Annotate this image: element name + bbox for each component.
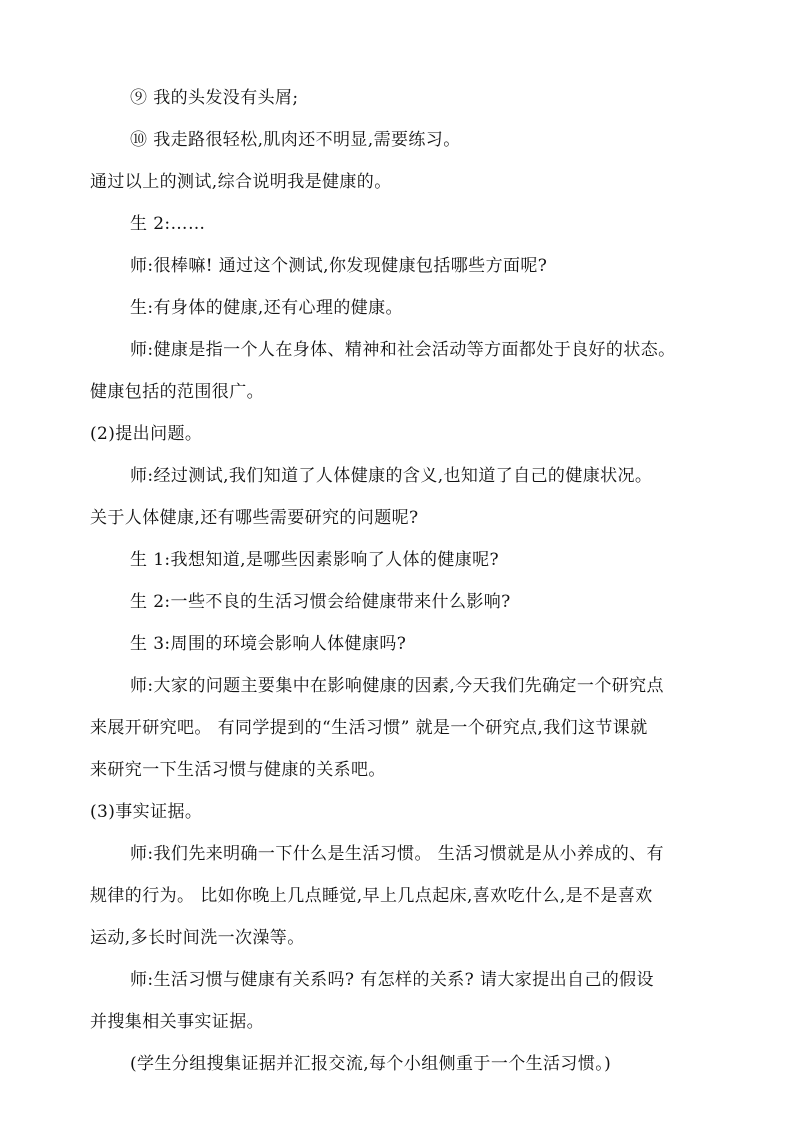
section-heading-2: (2)提出问题。 xyxy=(90,424,203,444)
text-line-2: ⑩ 我走路很轻松,肌肉还不明显,需要练习。 xyxy=(130,130,461,150)
text-line-21: 运动,多长时间洗一次澡等。 xyxy=(90,928,305,948)
section-heading-3: (3)事实证据。 xyxy=(90,802,203,822)
text-line-13: 生 2:一些不良的生活习惯会给健康带来什么影响? xyxy=(130,592,511,612)
text-line-7: 师:健康是指一个人在身体、精神和社会活动等方面都处于良好的状态。 xyxy=(130,340,676,360)
text-line-10: 师:经过测试,我们知道了人体健康的含义,也知道了自己的健康状况。 xyxy=(130,466,653,486)
text-line-24: (学生分组搜集证据并汇报交流,每个小组侧重于一个生活习惯。) xyxy=(130,1054,612,1074)
text-line-3: 通过以上的测试,综合说明我是健康的。 xyxy=(90,172,392,192)
text-line-12: 生 1:我想知道,是哪些因素影响了人体的健康呢? xyxy=(130,550,500,570)
text-line-17: 来研究一下生活习惯与健康的关系吧。 xyxy=(90,760,386,780)
text-line-5: 师:很棒嘛! 通过这个测试,你发现健康包括哪些方面呢? xyxy=(130,256,548,276)
text-line-15: 师:大家的问题主要集中在影响健康的因素,今天我们先确定一个研究点 xyxy=(130,676,664,696)
text-line-19: 师:我们先来明确一下什么是生活习惯。 生活习惯就是从小养成的、有 xyxy=(130,844,664,864)
text-line-8: 健康包括的范围很广。 xyxy=(90,382,264,402)
text-line-20: 规律的行为。 比如你晚上几点睡觉,早上几点起床,喜欢吃什么,是不是喜欢 xyxy=(90,886,653,906)
text-line-1: ⑨ 我的头发没有头屑; xyxy=(130,88,299,108)
text-line-4: 生 2:…… xyxy=(130,214,206,234)
text-line-6: 生:有身体的健康,还有心理的健康。 xyxy=(130,298,403,318)
text-line-22: 师:生活习惯与健康有关系吗? 有怎样的关系? 请大家提出自己的假设 xyxy=(130,970,654,990)
text-line-16: 来展开研究吧。 有同学提到的“生活习惯” 就是一个研究点,我们这节课就 xyxy=(90,718,648,738)
text-line-14: 生 3:周围的环境会影响人体健康吗? xyxy=(130,634,407,654)
text-line-11: 关于人体健康,还有哪些需要研究的问题呢? xyxy=(90,508,419,528)
text-line-23: 并搜集相关事实证据。 xyxy=(90,1012,264,1032)
